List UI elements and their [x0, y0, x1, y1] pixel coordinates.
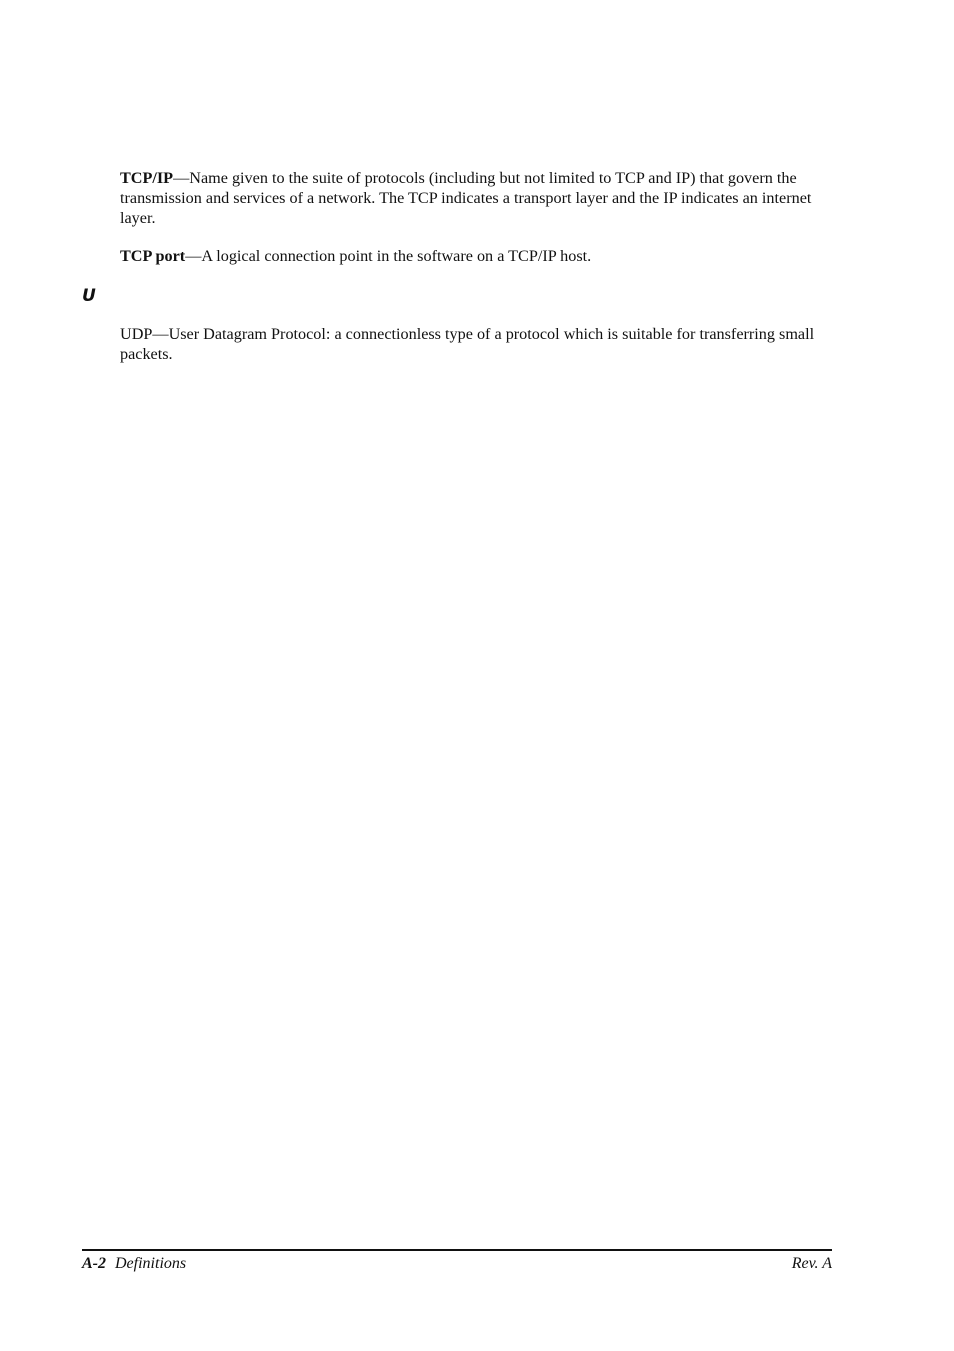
footer-revision: Rev. A: [791, 1255, 832, 1272]
definition-entry-tcp-ip: [120, 168, 832, 228]
definition-entry-udp: UDP—User Datagram Protocol: a connectionless type of a protocol which is suitable for transferring small packets.: [120, 325, 815, 363]
definition-text: —Name given to the suite of protocols (including but not limited to TCP and IP) that govern the transmission and services of a network. The TCP indicates a transport layer and the IP indicates an internet layer.: [120, 169, 812, 227]
footer-left: [82, 1254, 186, 1274]
footer-divider: [82, 1249, 832, 1251]
footer-section-name: Definitions: [115, 1255, 187, 1272]
section-letter-heading: U: [82, 286, 96, 306]
definition-term: TCP port: [120, 247, 186, 265]
definition-entry-tcp-port: [120, 246, 832, 266]
definition-term: TCP/IP: [120, 169, 174, 187]
definition-text: —A logical connection point in the software on a TCP/IP host.: [185, 247, 592, 265]
page-number: A-2: [82, 1255, 106, 1272]
